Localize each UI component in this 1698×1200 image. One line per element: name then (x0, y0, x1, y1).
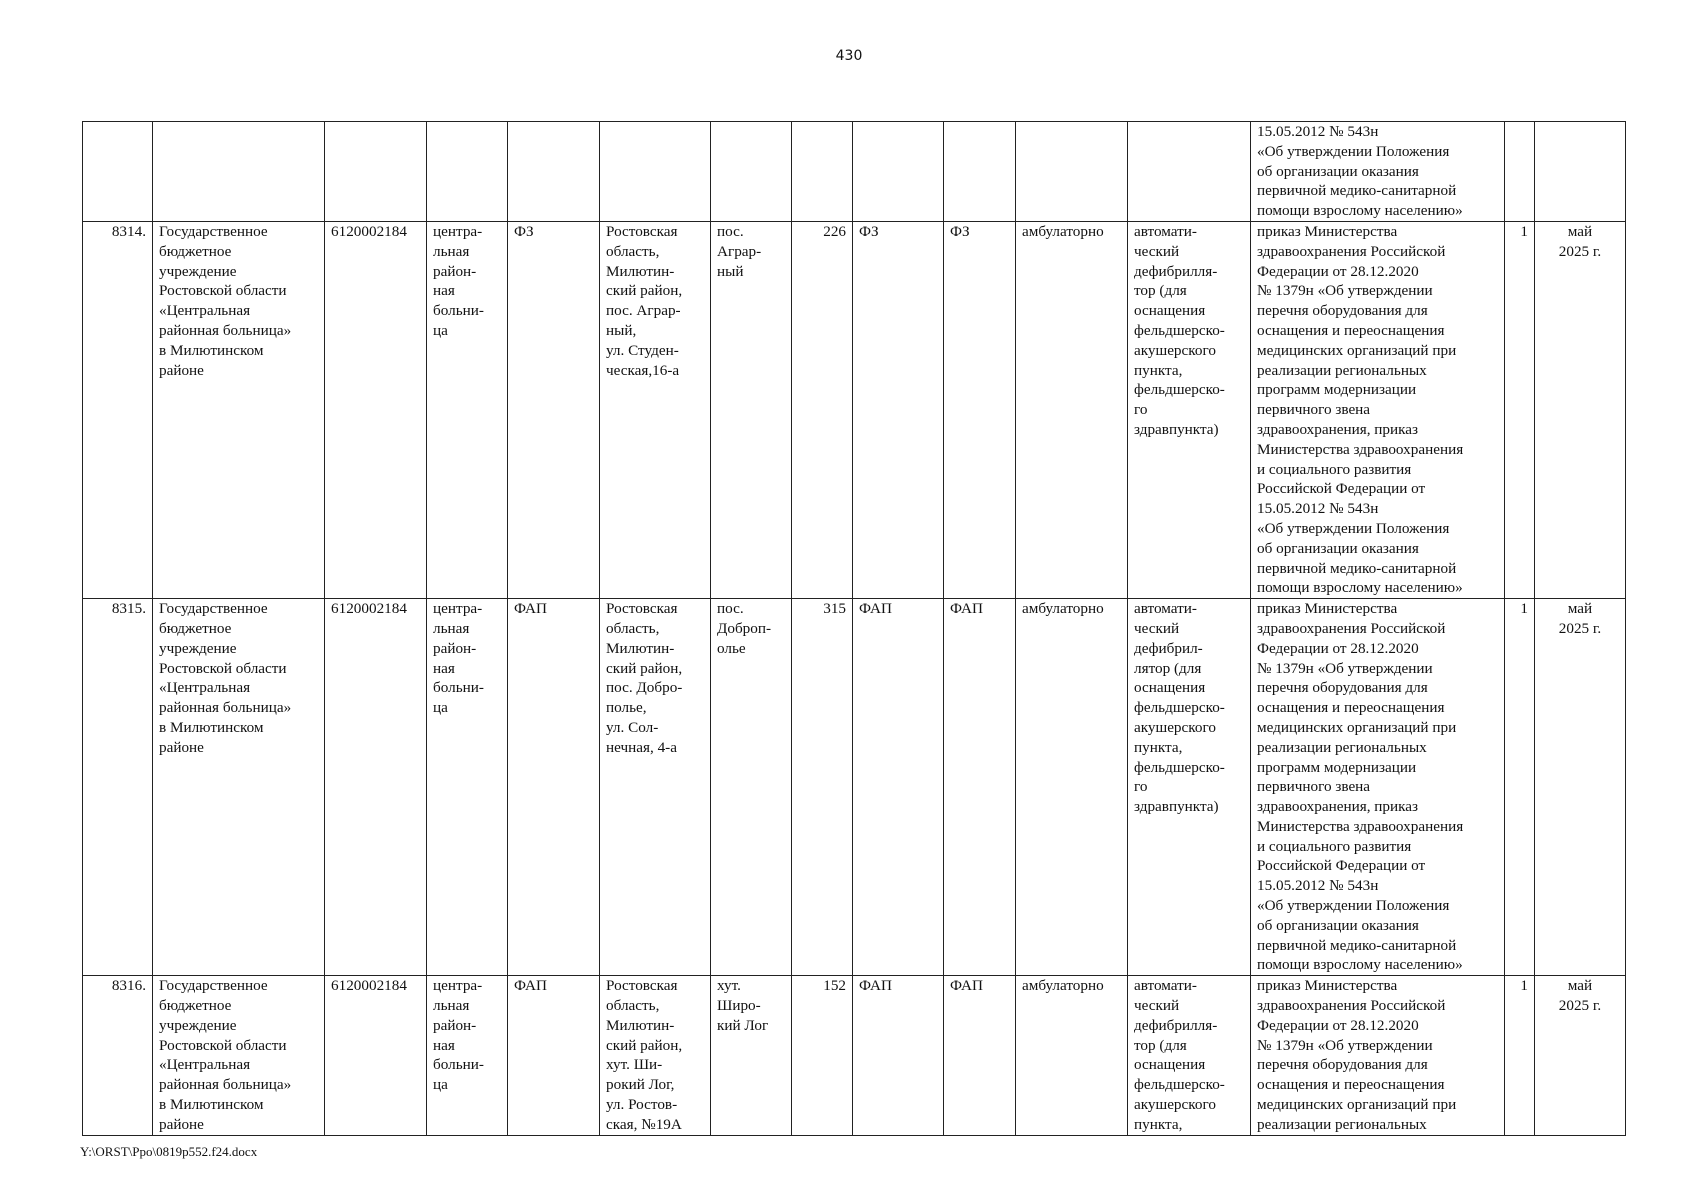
table-row-continuation (83, 122, 1626, 222)
cell-population: 226 (792, 221, 853, 598)
cell-org-type (427, 122, 508, 222)
cell-org: Государственное бюджетное учреждение Ростовской области «Центральная районная больница» в Милютинском районе (153, 976, 325, 1135)
footer-file-path: Y:\ORST\Ppo\0819p552.f24.docx (80, 1144, 258, 1159)
cell-equipment: автомати- ческий дефибрилля- тор (для оснащения фельдшерско- акушерского пункта, фельдшерско- го здравпункта) (1128, 221, 1251, 598)
table-row (83, 599, 1626, 976)
cell-org-type: центра- льная район- ная больни- ца (427, 976, 508, 1135)
cell-population (792, 122, 853, 222)
cell-address: Ростовская область, Милютин- ский район, пос. Добро- полье, ул. Сол- нечная, 4-а (600, 599, 711, 976)
cell-equipment: автомати- ческий дефибрил- лятор (для оснащения фельдшерско- акушерского пункта, фельдшерско- го здравпункта) (1128, 599, 1251, 976)
cell-address: Ростовская область, Милютин- ский район, пос. Аграр- ный, ул. Студен- ческая,16-а (600, 221, 711, 598)
cell-unit-type: ФАП (508, 599, 600, 976)
cell-qty: 1 (1505, 599, 1535, 976)
cell-org-type: центра- льная район- ная больни- ца (427, 221, 508, 598)
page-number: 430 (835, 48, 863, 64)
cell-population: 315 (792, 599, 853, 976)
cell-inn: 6120002184 (325, 599, 427, 976)
cell-basis: приказ Министерства здравоохранения Российской Федерации от 28.12.2020 № 1379н «Об утверждении перечня оборудования для оснащения и переоснащения медицинских организаций при реализации региональных программ модернизации первичного звена здравоохранения, приказ Министерства здравоохранения и социального развития Российской Федерации от 15.05.2012 № 543н «Об утверждении Положения об организации оказания первичной медико-санитарной помощи взрослому населению» (1251, 221, 1505, 598)
cell-address: Ростовская область, Милютин- ский район, хут. Ши- рокий Лог, ул. Ростов- ская, №19А (600, 976, 711, 1135)
cell-num: 8314. (83, 221, 153, 598)
cell-date (1535, 122, 1626, 222)
cell-care: амбулаторно (1016, 221, 1128, 598)
cell-equipment (1128, 122, 1251, 222)
table-row (83, 221, 1626, 598)
cell-equipment: автомати- ческий дефибрилля- тор (для оснащения фельдшерско- акушерского пункта, (1128, 976, 1251, 1135)
cell-date: май 2025 г. (1535, 221, 1626, 598)
cell-care: амбулаторно (1016, 599, 1128, 976)
cell-date: май 2025 г. (1535, 976, 1626, 1135)
cell-inn (325, 122, 427, 222)
cell-inn: 6120002184 (325, 976, 427, 1135)
cell-inn: 6120002184 (325, 221, 427, 598)
cell-settlement (711, 122, 792, 222)
cell-org (153, 122, 325, 222)
cell-unit-type: ФАП (508, 976, 600, 1135)
cell-num (83, 122, 153, 222)
cell-org: Государственное бюджетное учреждение Ростовской области «Центральная районная больница» в Милютинском районе (153, 221, 325, 598)
cell-date: май 2025 г. (1535, 599, 1626, 976)
cell-type-b: ФАП (944, 976, 1016, 1135)
cell-type-a (853, 122, 944, 222)
cell-basis: 15.05.2012 № 543н «Об утверждении Положения об организации оказания первичной медико-санитарной помощи взрослому населению» (1251, 122, 1505, 222)
table-row (83, 976, 1626, 1135)
cell-qty: 1 (1505, 221, 1535, 598)
cell-type-a: ФАП (853, 976, 944, 1135)
equipment-table (82, 121, 1626, 1136)
cell-num: 8315. (83, 599, 153, 976)
cell-unit-type (508, 122, 600, 222)
cell-unit-type: ФЗ (508, 221, 600, 598)
cell-address (600, 122, 711, 222)
cell-basis: приказ Министерства здравоохранения Российской Федерации от 28.12.2020 № 1379н «Об утверждении перечня оборудования для оснащения и переоснащения медицинских организаций при реализации региональных программ модернизации первичного звена здравоохранения, приказ Министерства здравоохранения и социального развития Российской Федерации от 15.05.2012 № 543н «Об утверждении Положения об организации оказания первичной медико-санитарной помощи взрослому населению» (1251, 599, 1505, 976)
cell-type-a: ФАП (853, 599, 944, 976)
cell-type-a: ФЗ (853, 221, 944, 598)
cell-type-b: ФЗ (944, 221, 1016, 598)
cell-settlement: хут. Широ- кий Лог (711, 976, 792, 1135)
cell-org-type: центра- льная район- ная больни- ца (427, 599, 508, 976)
cell-care: амбулаторно (1016, 976, 1128, 1135)
cell-care (1016, 122, 1128, 222)
cell-type-b: ФАП (944, 599, 1016, 976)
cell-qty: 1 (1505, 976, 1535, 1135)
cell-basis: приказ Министерства здравоохранения Российской Федерации от 28.12.2020 № 1379н «Об утверждении перечня оборудования для оснащения и переоснащения медицинских организаций при реализации региональных (1251, 976, 1505, 1135)
cell-num: 8316. (83, 976, 153, 1135)
cell-settlement: пос. Доброп- олье (711, 599, 792, 976)
cell-org: Государственное бюджетное учреждение Ростовской области «Центральная районная больница» в Милютинском районе (153, 599, 325, 976)
cell-type-b (944, 122, 1016, 222)
cell-population: 152 (792, 976, 853, 1135)
cell-settlement: пос. Аграр- ный (711, 221, 792, 598)
cell-qty (1505, 122, 1535, 222)
